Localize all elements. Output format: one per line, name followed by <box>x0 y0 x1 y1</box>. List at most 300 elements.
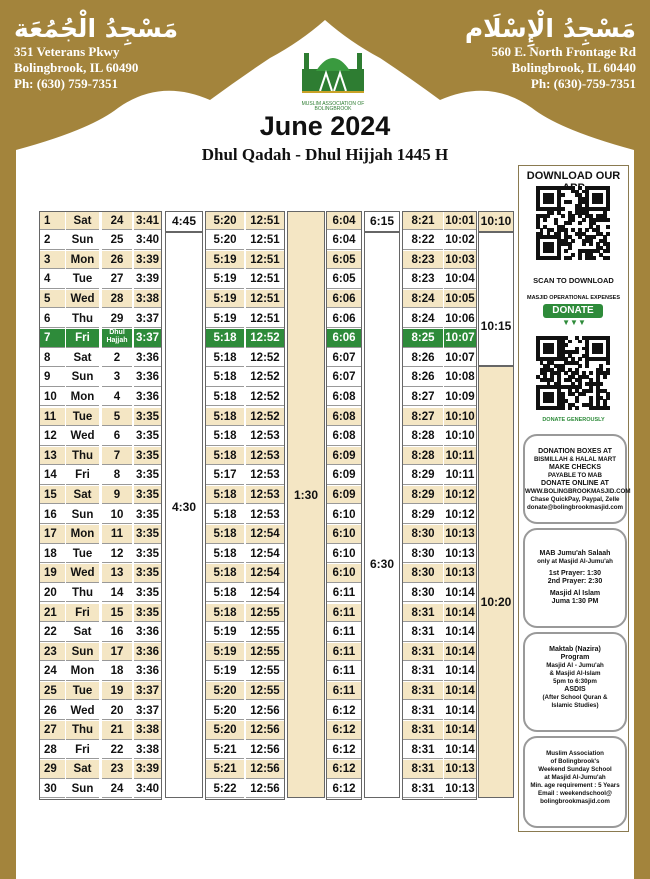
table-cell-isha: 10:14 <box>444 682 476 701</box>
expenses-label: MASJID OPERATIONAL EXPENSES <box>526 295 620 301</box>
table-cell-fajr: 3:35 <box>134 564 161 583</box>
col-fajr-iqamah-line2: IQAMAH <box>165 188 204 199</box>
table-cell-maghrib: 8:31 <box>403 760 443 779</box>
table-cell-fajr: 3:35 <box>134 525 161 544</box>
table-cell-date: 13 <box>40 447 65 466</box>
table-cell-day: Sun <box>66 368 99 387</box>
table-cell-fajr: 3:40 <box>134 231 161 250</box>
table-cell-asr: 6:07 <box>327 368 361 387</box>
column-headers <box>38 170 514 208</box>
sunday-school-line3: Weekend Sunday School <box>538 766 612 773</box>
table-cell-sunrise: 5:18 <box>206 329 244 348</box>
table-cell-day: Sun <box>66 506 99 525</box>
col-hijri <box>101 182 135 204</box>
col-isha-iqamah-line2: IQAMAH <box>476 188 515 199</box>
col-fajr-iqamah-line1: FAJR <box>171 172 197 183</box>
col-fajr: FAJR <box>137 188 163 199</box>
table-cell-fajr: 3:35 <box>134 545 161 564</box>
isha-iqamah-box-c <box>478 366 514 798</box>
table-cell-hijri: 24 <box>102 212 132 231</box>
table-cell-isha: 10:13 <box>444 564 476 583</box>
down-arrows-icon: ▼▼▼ <box>562 318 586 327</box>
donation-info-card <box>523 434 631 524</box>
table-cell-sunrise: 5:17 <box>206 466 244 485</box>
right-masjid-info <box>465 14 636 92</box>
table-cell-date: 4 <box>40 270 65 289</box>
left-address-line1: 351 Veterans Pkwy <box>14 44 120 59</box>
table-cell-hijri: 2 <box>102 349 132 368</box>
table-cell-asr: 6:11 <box>327 584 361 603</box>
table-cell-sunrise: 5:20 <box>206 231 244 250</box>
table-cell-sunrise: 5:18 <box>206 525 244 544</box>
table-cell-zuhur: 12:53 <box>246 506 284 525</box>
table-cell-fajr: 3:38 <box>134 721 161 740</box>
download-app-title: DOWNLOAD OUR <box>526 170 621 182</box>
col-asr-iqamah-line2: IQAMAH <box>364 188 403 199</box>
table-cell-isha: 10:07 <box>444 329 476 348</box>
table-cell-day: Wed <box>66 702 99 721</box>
table-cell-asr: 6:11 <box>327 643 361 662</box>
table-cell-maghrib: 8:26 <box>403 349 443 368</box>
table-cell-asr: 6:09 <box>327 447 361 466</box>
table-cell-hijri: 26 <box>102 251 132 270</box>
table-cell-asr: 6:10 <box>327 525 361 544</box>
table-cell-fajr: 3:36 <box>134 623 161 642</box>
table-cell-asr: 6:09 <box>327 466 361 485</box>
table-cell-day: Wed <box>66 564 99 583</box>
asr-iqamah-box-a <box>364 211 400 232</box>
zuhur-iqamah-box <box>287 211 325 798</box>
table-cell-fajr: 3:36 <box>134 643 161 662</box>
table-cell-sunrise: 5:18 <box>206 368 244 387</box>
sunday-school-line1: Muslim Association <box>546 750 604 757</box>
table-cell-asr: 6:08 <box>327 408 361 427</box>
table-cell-isha: 10:12 <box>444 506 476 525</box>
donate-button[interactable]: DONATE <box>543 304 603 318</box>
table-cell-date: 25 <box>40 682 65 701</box>
col-isha-iqamah <box>476 172 514 199</box>
table-cell-sunrise: 5:19 <box>206 662 244 681</box>
footer <box>0 857 650 879</box>
table-cell-hijri: 11 <box>102 525 132 544</box>
left-phone: Ph: (630) 759-7351 <box>14 76 118 91</box>
table-cell-date: 6 <box>40 310 65 329</box>
maktab-info-line5: 5pm to 6:30pm <box>553 678 597 685</box>
donation-info-line3: MAKE CHECKS <box>548 464 602 471</box>
table-cell-maghrib: 8:29 <box>403 486 443 505</box>
table-cell-day: Mon <box>66 251 99 270</box>
isha-iqamah-box-a <box>478 211 514 232</box>
table-cell-hijri: 5 <box>102 408 132 427</box>
table-cell-date: 9 <box>40 368 65 387</box>
sunday-school-line5: Min. age requirement : 5 Years <box>530 782 620 789</box>
table-cell-day: Mon <box>66 525 99 544</box>
table-cell-sunrise: 5:20 <box>206 212 244 231</box>
table-cell-maghrib: 8:23 <box>403 251 443 270</box>
donation-info-line4: PAYABLE TO MAB <box>548 472 602 479</box>
table-cell-day: Wed <box>66 427 99 446</box>
col-zuhur-iqamah-line2: IQAMAH <box>285 188 325 199</box>
table-cell-zuhur: 12:52 <box>246 368 284 387</box>
table-cell-date: 20 <box>40 584 65 603</box>
table-cell-hijri: 9 <box>102 486 132 505</box>
table-cell-day: Sun <box>66 643 99 662</box>
table-cell-hijri: 29 <box>102 310 132 329</box>
page-subtitle: Dhul Qadah - Dhul Hijjah 1445 H <box>201 145 449 164</box>
table-cell-date: 14 <box>40 466 65 485</box>
table-cell-day: Sun <box>66 231 99 250</box>
table-cell-sunrise: 5:22 <box>206 780 244 799</box>
col-zuhur-iqamah-line1: ZUHUR <box>288 172 322 183</box>
table-cell-maghrib: 8:31 <box>403 604 443 623</box>
table-cell-maghrib: 8:31 <box>403 623 443 642</box>
table-cell-maghrib: 8:30 <box>403 545 443 564</box>
table-cell-hijri: 27 <box>102 270 132 289</box>
table-cell-hijri: 4 <box>102 388 132 407</box>
jumuah-info-line5: Masjid Al Islam <box>549 590 601 597</box>
table-cell-isha: 10:13 <box>444 760 476 779</box>
donation-info-line1: DONATION BOXES AT <box>538 448 612 455</box>
table-cell-zuhur: 12:52 <box>246 388 284 407</box>
table-cell-maghrib: 8:24 <box>403 310 443 329</box>
table-cell-maghrib: 8:30 <box>403 584 443 603</box>
left-masjid-arabic-name: مَسْجِدُ الْجُمُعَة <box>14 14 179 43</box>
table-cell-day: Thu <box>66 721 99 740</box>
table-cell-zuhur: 12:51 <box>246 310 284 329</box>
table-cell-day: Thu <box>66 310 99 329</box>
table-cell-zuhur: 12:53 <box>246 447 284 466</box>
table-cell-sunrise: 5:18 <box>206 486 244 505</box>
table-cell-date: 8 <box>40 349 65 368</box>
table-cell-hijri: 20 <box>102 702 132 721</box>
sunday-school-line7: bolingbrookmasjid.com <box>540 798 610 805</box>
table-cell-zuhur: 12:56 <box>246 780 284 799</box>
prayer-times-table <box>38 208 514 802</box>
table-cell-zuhur: 12:54 <box>246 525 284 544</box>
asr-iqamah-value-b: 6:30 <box>369 557 395 571</box>
table-cell-hijri: 7 <box>102 447 132 466</box>
table-cell-zuhur: 12:55 <box>246 604 284 623</box>
table-cell-asr: 6:08 <box>327 427 361 446</box>
table-cell-isha: 10:08 <box>444 368 476 387</box>
table-cell-zuhur: 12:56 <box>246 721 284 740</box>
table-cell-hijri: 28 <box>102 290 132 309</box>
table-cell-maghrib: 8:29 <box>403 466 443 485</box>
table-cell-day: Tue <box>66 408 99 427</box>
table-cell-hijri: 12 <box>102 545 132 564</box>
app-qr-code-icon <box>536 186 610 260</box>
table-cell-isha: 10:14 <box>444 643 476 662</box>
table-cell-asr: 6:06 <box>327 329 361 348</box>
table-cell-fajr: 3:36 <box>134 662 161 681</box>
table-cell-day: Fri <box>66 329 99 348</box>
jumuah-info-line6: Juma 1:30 PM <box>551 598 599 605</box>
table-cell-sunrise: 5:18 <box>206 408 244 427</box>
table-cell-maghrib: 8:31 <box>403 702 443 721</box>
sunday-school-card <box>523 736 627 828</box>
table-cell-isha: 10:04 <box>444 270 476 289</box>
table-cell-asr: 6:11 <box>327 662 361 681</box>
table-cell-zuhur: 12:51 <box>246 290 284 309</box>
left-masjid-info <box>14 14 178 92</box>
table-cell-sunrise: 5:20 <box>206 702 244 721</box>
table-cell-asr: 6:09 <box>327 486 361 505</box>
table-cell-zuhur: 12:56 <box>246 702 284 721</box>
donation-info-line2: BISMILLAH & HALAL MART <box>533 456 617 463</box>
table-cell-zuhur: 12:53 <box>246 466 284 485</box>
table-cell-hijri: 22 <box>102 741 132 760</box>
table-cell-asr: 6:11 <box>327 682 361 701</box>
table-cell-maghrib: 8:22 <box>403 231 443 250</box>
table-cell-day: Tue <box>66 682 99 701</box>
col-fajr-iqamah <box>165 172 203 199</box>
table-cell-maghrib: 8:31 <box>403 780 443 799</box>
table-cell-maghrib: 8:26 <box>403 368 443 387</box>
donate-generously-label: DONATE GENEROUSLY <box>542 417 605 423</box>
table-cell-date: 23 <box>40 643 65 662</box>
table-cell-maghrib: 8:27 <box>403 408 443 427</box>
table-cell-sunrise: 5:18 <box>206 506 244 525</box>
col-isha-iqamah-line1: ISHA <box>483 172 507 183</box>
table-cell-day: Sat <box>66 623 99 642</box>
table-cell-zuhur: 12:56 <box>246 760 284 779</box>
table-cell-fajr: 3:35 <box>134 447 161 466</box>
table-cell-date: 28 <box>40 741 65 760</box>
table-cell-asr: 6:10 <box>327 564 361 583</box>
table-cell-hijri: 3 <box>102 368 132 387</box>
table-cell-asr: 6:04 <box>327 231 361 250</box>
table-cell-maghrib: 8:25 <box>403 329 443 348</box>
table-cell-maghrib: 8:24 <box>403 290 443 309</box>
table-cell-hijri: 14 <box>102 584 132 603</box>
table-cell-date: 24 <box>40 662 65 681</box>
table-cell-zuhur: 12:55 <box>246 643 284 662</box>
table-cell-zuhur: 12:53 <box>246 427 284 446</box>
table-cell-day: Thu <box>66 584 99 603</box>
table-cell-date: 15 <box>40 486 65 505</box>
table-cell-zuhur: 12:53 <box>246 486 284 505</box>
col-maghrib: MAGHRIB <box>400 188 446 199</box>
table-cell-sunrise: 5:18 <box>206 388 244 407</box>
table-cell-sunrise: 5:18 <box>206 604 244 623</box>
table-cell-date: 30 <box>40 780 65 799</box>
table-cell-fajr: 3:36 <box>134 349 161 368</box>
col-hijri-line2: QADAH <box>101 193 136 204</box>
table-cell-day: Tue <box>66 545 99 564</box>
table-cell-fajr: 3:37 <box>134 702 161 721</box>
table-cell-isha: 10:14 <box>444 604 476 623</box>
table-cell-isha: 10:06 <box>444 310 476 329</box>
donation-info-line5: DONATE ONLINE AT <box>541 480 609 487</box>
jumuah-info-line4: 2nd Prayer: 2:30 <box>547 578 603 585</box>
table-cell-sunrise: 5:19 <box>206 251 244 270</box>
table-cell-fajr: 3:39 <box>134 760 161 779</box>
sidebar <box>518 165 629 832</box>
table-cell-maghrib: 8:30 <box>403 564 443 583</box>
table-cell-hijri: 17 <box>102 643 132 662</box>
table-cell-zuhur: 12:54 <box>246 564 284 583</box>
table-cell-day: Sat <box>66 760 99 779</box>
table-cell-sunrise: 5:21 <box>206 741 244 760</box>
logo-caption: MUSLIM ASSOCIATION OF BOLINGBROOK <box>301 101 365 112</box>
table-cell-isha: 10:14 <box>444 702 476 721</box>
table-cell-maghrib: 8:28 <box>403 427 443 446</box>
table-cell-zuhur: 12:55 <box>246 623 284 642</box>
table-cell-asr: 6:05 <box>327 270 361 289</box>
table-cell-asr: 6:10 <box>327 545 361 564</box>
table-cell-isha: 10:14 <box>444 662 476 681</box>
table-cell-sunrise: 5:19 <box>206 290 244 309</box>
isha-iqamah-value-b: 10:15 <box>480 319 512 333</box>
table-cell-isha: 10:12 <box>444 486 476 505</box>
donate-qr-code-icon <box>536 336 610 410</box>
table-cell-zuhur: 12:52 <box>246 329 284 348</box>
table-cell-hijri: 15 <box>102 604 132 623</box>
table-cell-day: Mon <box>66 662 99 681</box>
table-cell-maghrib: 8:31 <box>403 662 443 681</box>
table-cell-date: 26 <box>40 702 65 721</box>
table-cell-fajr: 3:35 <box>134 427 161 446</box>
table-cell-day: Fri <box>66 741 99 760</box>
col-hijri-line1: DHUL <box>104 182 132 193</box>
table-cell-asr: 6:11 <box>327 623 361 642</box>
table-cell-sunrise: 5:19 <box>206 270 244 289</box>
asr-iqamah-value-a: 6:15 <box>369 214 395 228</box>
table-cell-hijri: 10 <box>102 506 132 525</box>
table-cell-fajr: 3:35 <box>134 584 161 603</box>
table-cell-zuhur: 12:52 <box>246 408 284 427</box>
col-isha: ISHA <box>448 188 472 199</box>
table-cell-isha: 10:13 <box>444 780 476 799</box>
table-cell-date: 2 <box>40 231 65 250</box>
table-cell-maghrib: 8:30 <box>403 525 443 544</box>
table-cell-asr: 6:10 <box>327 506 361 525</box>
table-cell-day: Fri <box>66 466 99 485</box>
right-phone: Ph: (630)-759-7351 <box>530 76 636 91</box>
table-cell-hijri: 18 <box>102 662 132 681</box>
table-cell-asr: 6:12 <box>327 741 361 760</box>
mosque-logo-icon <box>298 45 368 97</box>
table-cell-isha: 10:13 <box>444 545 476 564</box>
table-cell-asr: 6:11 <box>327 604 361 623</box>
table-cell-maghrib: 8:31 <box>403 682 443 701</box>
table-cell-day: Sat <box>66 486 99 505</box>
table-cell-isha: 10:14 <box>444 741 476 760</box>
table-cell-asr: 6:12 <box>327 702 361 721</box>
table-cell-date: 27 <box>40 721 65 740</box>
table-cell-fajr: 3:36 <box>134 388 161 407</box>
table-cell-isha: 10:11 <box>444 447 476 466</box>
table-cell-sunrise: 5:19 <box>206 643 244 662</box>
sunday-school-line4: at Masjid Al-Jumu'ah <box>544 774 606 781</box>
jumuah-info-line3: 1st Prayer: 1:30 <box>548 570 602 577</box>
table-cell-hijri: 25 <box>102 231 132 250</box>
table-cell-isha: 10:03 <box>444 251 476 270</box>
table-cell-sunrise: 5:21 <box>206 760 244 779</box>
table-cell-isha: 10:14 <box>444 584 476 603</box>
table-cell-asr: 6:12 <box>327 760 361 779</box>
table-cell-sunrise: 5:19 <box>206 623 244 642</box>
table-cell-zuhur: 12:55 <box>246 682 284 701</box>
jumuah-info-card <box>523 528 627 628</box>
donation-info-line6: WWW.BOLINGBROOKMASJID.COM <box>525 488 631 495</box>
table-cell-fajr: 3:38 <box>134 741 161 760</box>
col-asr-iqamah-line1: ASR <box>372 172 394 183</box>
table-cell-zuhur: 12:52 <box>246 349 284 368</box>
table-cell-asr: 6:08 <box>327 388 361 407</box>
table-cell-asr: 6:06 <box>327 310 361 329</box>
table-cell-hijri: 21 <box>102 721 132 740</box>
table-cell-day: Fri <box>66 604 99 623</box>
table-cell-day: Sun <box>66 780 99 799</box>
table-cell-zuhur: 12:51 <box>246 270 284 289</box>
table-cell-fajr: 3:38 <box>134 290 161 309</box>
table-cell-isha: 10:01 <box>444 212 476 231</box>
fajr-iqamah-value-b: 4:30 <box>171 500 197 514</box>
donation-info-line8: donate@bolingbrookmasjid.com <box>526 504 624 511</box>
fajr-iqamah-box-a <box>165 211 203 232</box>
col-zuhur-iqamah <box>285 172 325 199</box>
table-cell-isha: 10:10 <box>444 408 476 427</box>
footer-coordinates: Lt: 41 41' N; Lg: 88 04' W <box>22 859 151 871</box>
table-cell-asr: 6:07 <box>327 349 361 368</box>
table-cell-maghrib: 8:28 <box>403 447 443 466</box>
donation-info-line7: Chase QuickPay, Paypal, Zelle <box>530 496 620 503</box>
table-cell-sunrise: 5:18 <box>206 545 244 564</box>
table-cell-maghrib: 8:21 <box>403 212 443 231</box>
table-cell-fajr: 3:35 <box>134 486 161 505</box>
table-cell-day: Wed <box>66 290 99 309</box>
table-cell-hijri: 13 <box>102 564 132 583</box>
page-title: June 2024 <box>259 111 391 141</box>
isha-iqamah-box-b <box>478 232 514 366</box>
table-cell-isha: 10:07 <box>444 349 476 368</box>
maktab-info-line1: Maktab (Nazira) <box>549 646 601 653</box>
right-address-line2: Bolingbrook, IL 60440 <box>511 60 636 75</box>
left-address-line2: Bolingbrook, IL 60490 <box>14 60 139 75</box>
right-masjid-arabic-name: مَسْجِدُ الْإِسْلَام <box>464 14 636 43</box>
fajr-iqamah-box-b <box>165 232 203 798</box>
sunday-school-line6: Email : weekendschool@ <box>537 790 613 797</box>
col-day: DAY <box>76 188 96 199</box>
table-cell-maghrib: 8:23 <box>403 270 443 289</box>
table-cell-sunrise: 5:18 <box>206 447 244 466</box>
table-cell-sunrise: 5:19 <box>206 310 244 329</box>
table-cell-zuhur: 12:54 <box>246 545 284 564</box>
table-cell-day: Sat <box>66 212 99 231</box>
maktab-info-line3: Masjid Al - Jumu'ah <box>546 662 604 669</box>
table-cell-zuhur: 12:51 <box>246 231 284 250</box>
table-cell-maghrib: 8:31 <box>403 643 443 662</box>
table-cell-isha: 10:10 <box>444 427 476 446</box>
table-cell-asr: 6:12 <box>327 721 361 740</box>
isha-iqamah-value-c: 10:20 <box>480 595 512 609</box>
table-cell-zuhur: 12:55 <box>246 662 284 681</box>
footer-website-link[interactable]: www.bolingbrookmasjid.com <box>230 859 393 874</box>
table-cell-hijri: 6 <box>102 427 132 446</box>
table-cell-isha: 10:02 <box>444 231 476 250</box>
table-cell-maghrib: 8:31 <box>403 721 443 740</box>
col-sunrise: SUNRISE <box>203 188 246 199</box>
table-cell-sunrise: 5:18 <box>206 349 244 368</box>
table-cell-fajr: 3:37 <box>134 682 161 701</box>
table-cell-date: 7 <box>40 329 65 348</box>
table-cell-asr: 6:12 <box>327 780 361 799</box>
table-cell-date: 29 <box>40 760 65 779</box>
col-asr: ASR <box>334 188 356 199</box>
zuhur-iqamah-value: 1:30 <box>293 488 319 502</box>
table-cell-zuhur: 12:54 <box>246 584 284 603</box>
